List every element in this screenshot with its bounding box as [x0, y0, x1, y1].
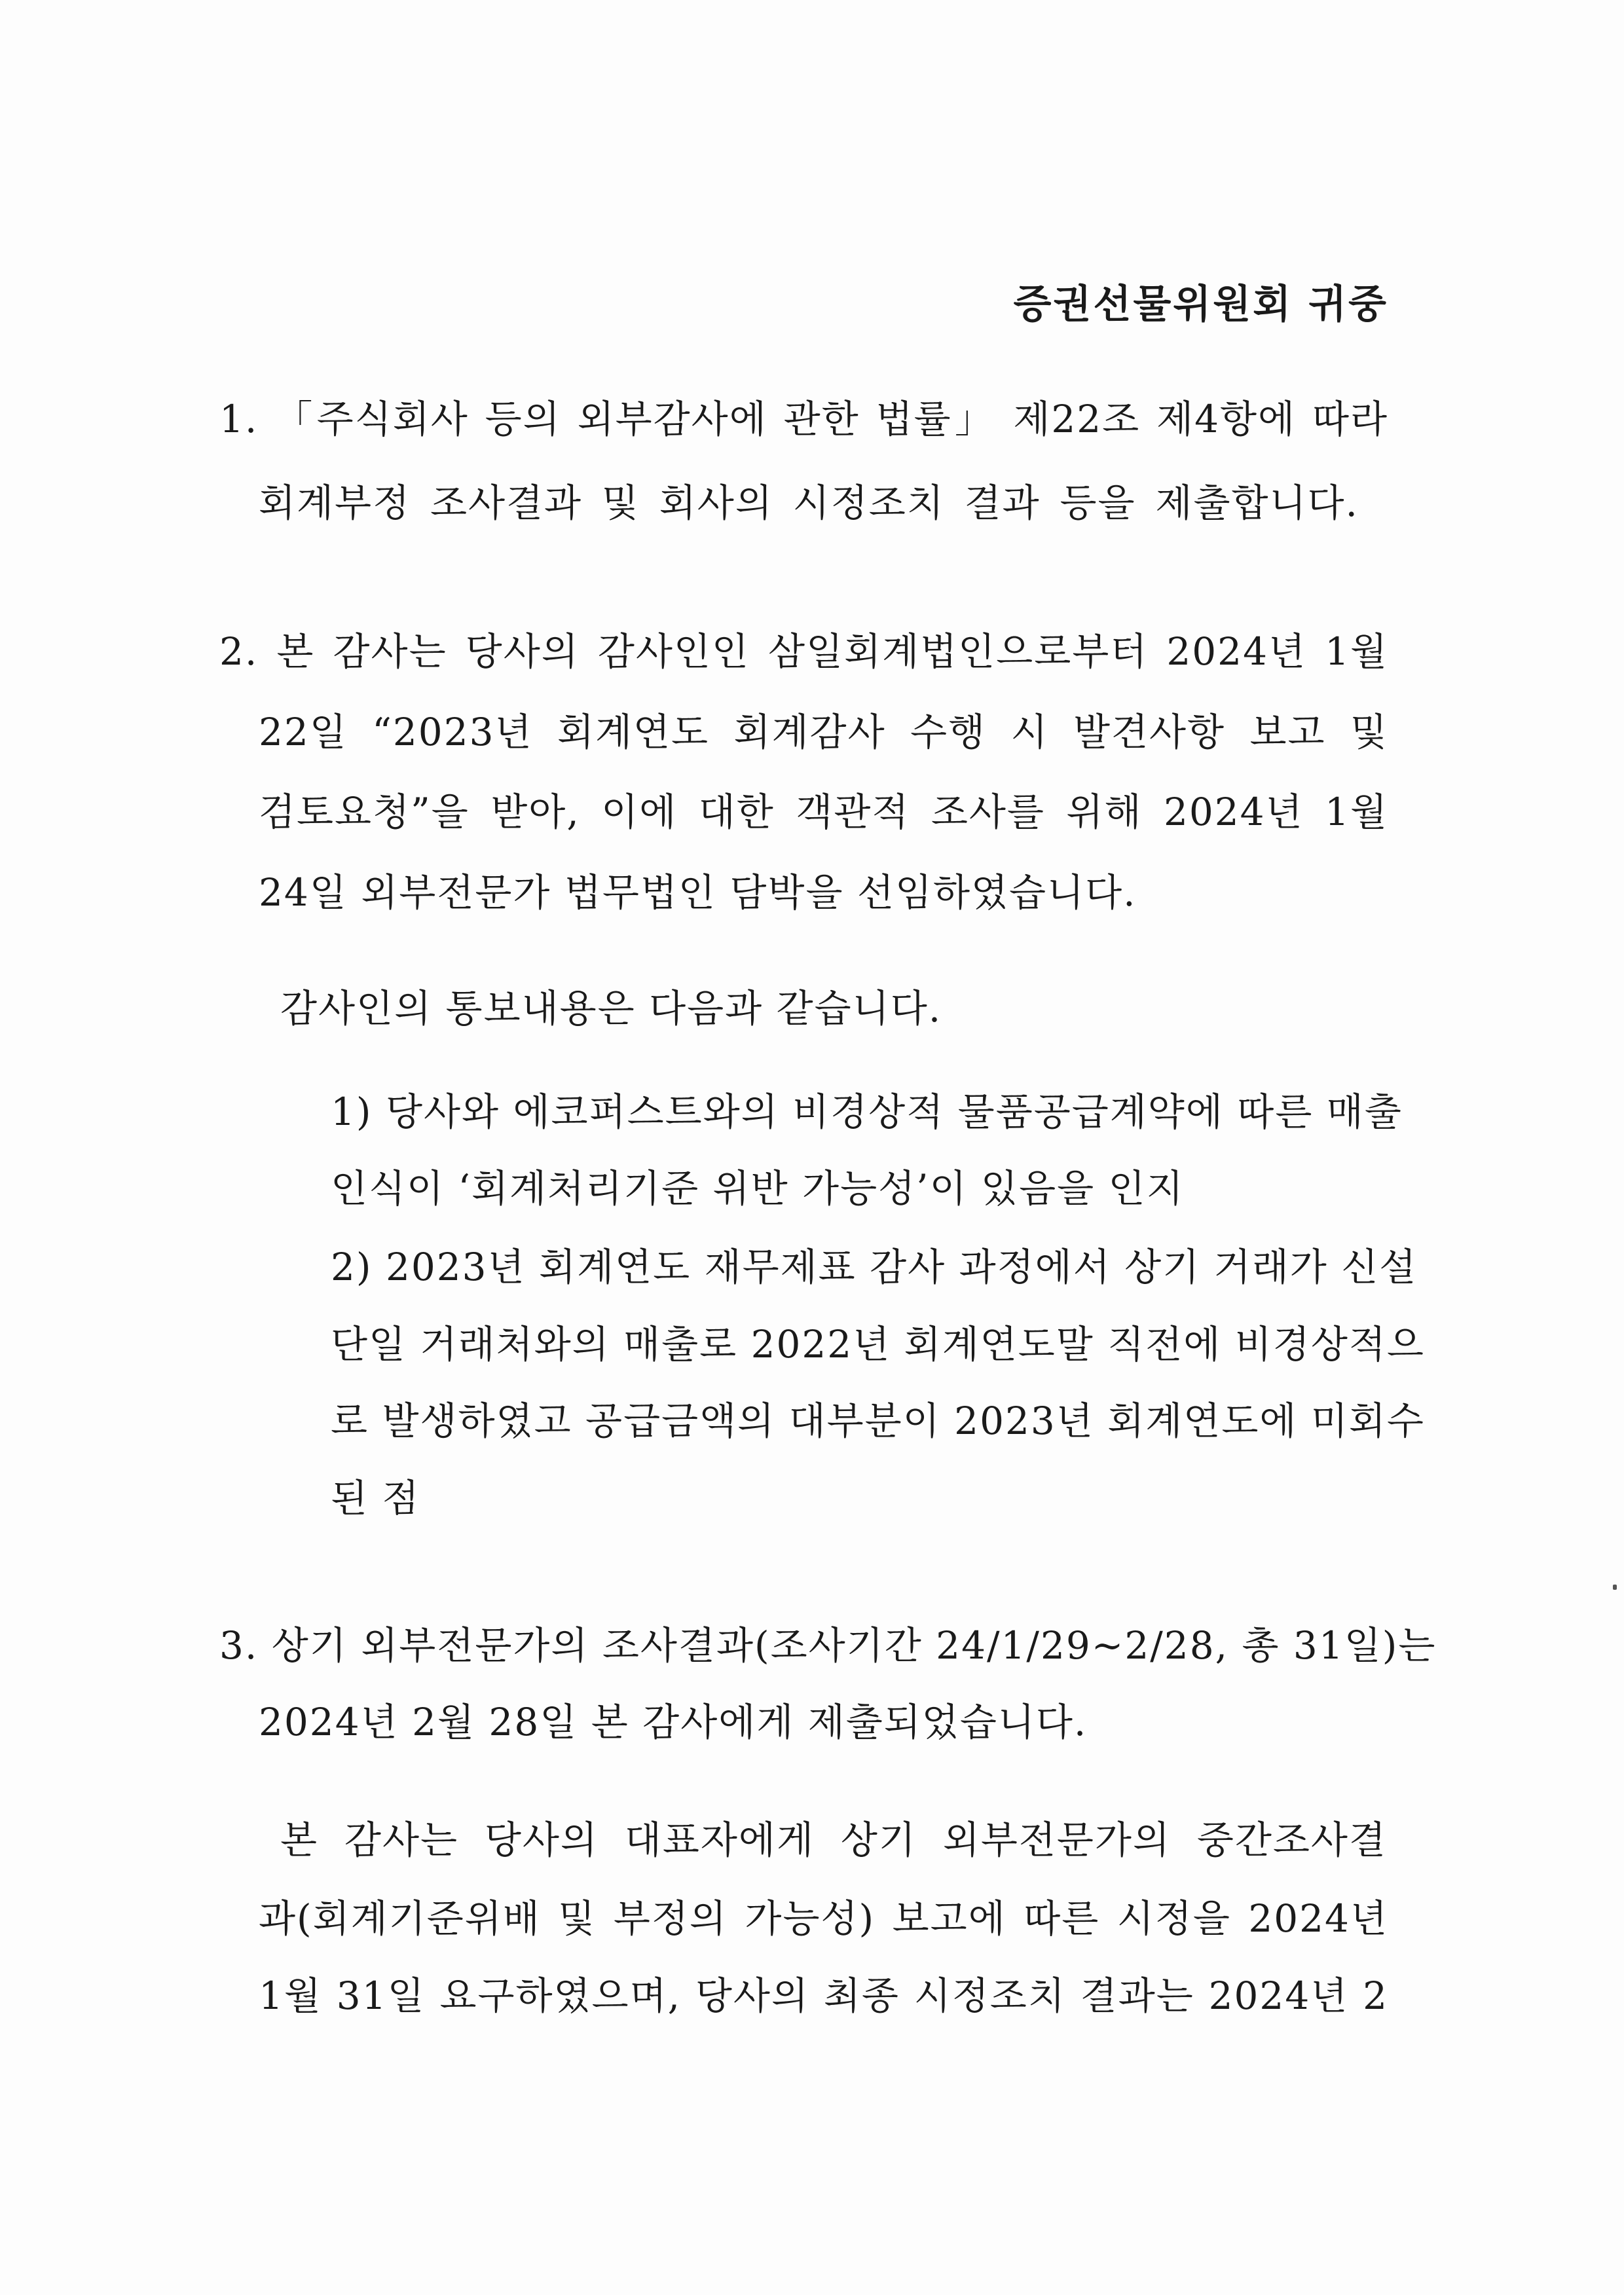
item2-sub2-line3: 로 발생하였고 공급금액의 대부분이 2023년 회계연도에 미회수 [331, 1399, 1425, 1443]
addressee: 증권선물위원회 귀중 [1013, 282, 1388, 327]
item1-line2: 회계부정 조사결과 및 회사의 시정조치 결과 등을 제출합니다. [259, 481, 1359, 525]
item2-sub2-line4: 된 점 [331, 1476, 420, 1520]
item3-para-line2: 과(회계기준위배 및 부정의 가능성) 보고에 따른 시정을 2024년 [259, 1896, 1388, 1941]
item3-line2: 2024년 2월 28일 본 감사에게 제출되었습니다. [259, 1700, 1088, 1744]
item2-sub2-line1: 2) 2023년 회계연도 재무제표 감사 과정에서 상기 거래가 신설 [331, 1245, 1418, 1289]
item2-line1: 2. 본 감사는 당사의 감사인인 삼일회계법인으로부터 2024년 1월 [219, 629, 1388, 674]
item2-sub2-line2: 단일 거래처와의 매출로 2022년 회계연도말 직전에 비경상적으 [331, 1322, 1425, 1367]
item3-para-line3: 1월 31일 요구하였으며, 당사의 최종 시정조치 결과는 2024년 2 [259, 1974, 1388, 2018]
item3-line1: 3. 상기 외부전문가의 조사결과(조사기간 24/1/29~2/28, 총 31일)는 [219, 1623, 1437, 1668]
item2-line3: 검토요청”을 받아, 이에 대한 객관적 조사를 위해 2024년 1월 [259, 790, 1388, 834]
item3-para-line1: 본 감사는 당사의 대표자에게 상기 외부전문가의 중간조사결 [280, 1818, 1387, 1862]
item2-line4: 24일 외부전문가 법무법인 담박을 선임하였습니다. [259, 870, 1137, 915]
item2-sub1-line2: 인식이 ‘회계처리기준 위반 가능성’이 있음을 인지 [331, 1166, 1185, 1211]
item2-line2: 22일 “2023년 회계연도 회계감사 수행 시 발견사항 보고 및 [259, 710, 1388, 754]
item2-intro: 감사인의 통보내용은 다음과 같습니다. [280, 986, 942, 1031]
scan-speck [1613, 1585, 1617, 1590]
item2-sub1-line1: 1) 당사와 에코퍼스트와의 비경상적 물품공급계약에 따른 매출 [331, 1090, 1403, 1134]
item1-line1: 1. 「주식회사 등의 외부감사에 관한 법률」 제22조 제4항에 따라 [219, 397, 1388, 441]
